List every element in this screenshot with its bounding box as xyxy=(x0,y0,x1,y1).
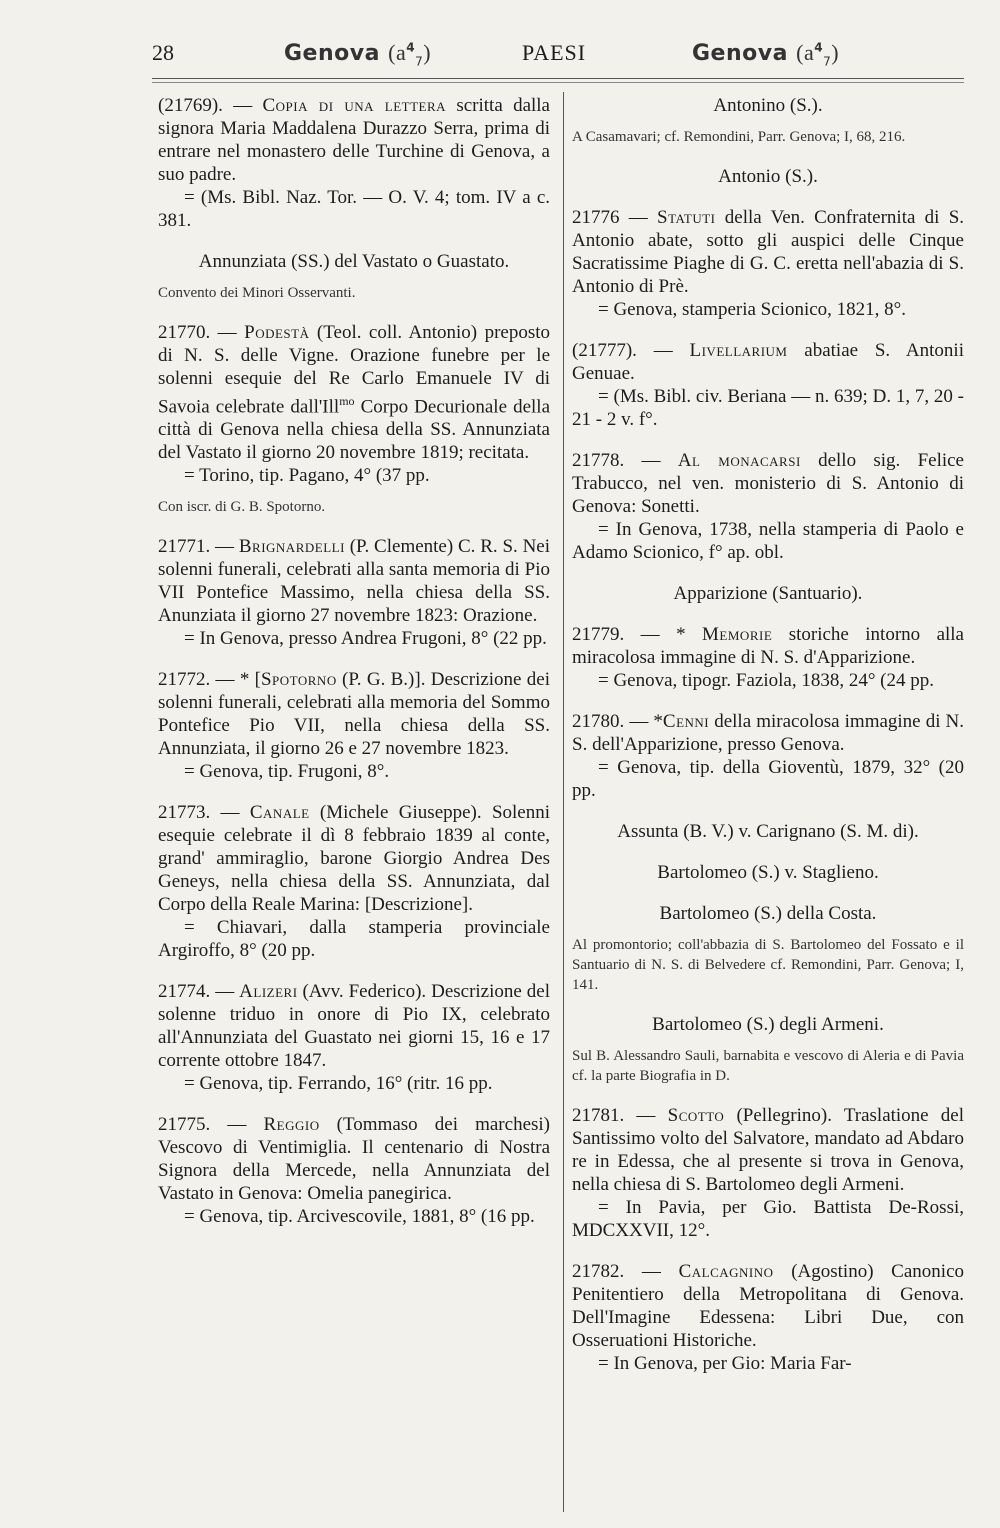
entry-number: (21777). — xyxy=(572,340,690,361)
heading: Bartolomeo (S.) degli Armeni. xyxy=(652,1014,884,1035)
entry-publication: = Torino, tip. Pagano, 4° (37 pp. xyxy=(184,465,430,487)
entry-superscript: mo xyxy=(339,394,355,408)
entry-author: Livellarium xyxy=(689,340,788,361)
running-title-right: Genova $(a^4_7)$ xyxy=(692,40,840,69)
entry-author: Canale xyxy=(249,802,310,824)
entry-number: 21779. — * xyxy=(572,624,703,645)
heading: Antonino (S.). xyxy=(713,95,823,116)
entry-author: Reggio xyxy=(263,1114,320,1136)
entry-number: 21770. — xyxy=(158,322,245,343)
entry-publication: = Chiavari, dalla stamperia provinciale Argiroffo, 8° (20 pp. xyxy=(158,917,550,962)
note: Convento dei Minori Osservanti. xyxy=(158,285,356,301)
entry-publication: = Genova, tip. della Gioventù, 1879, 32° (20 pp. xyxy=(572,757,964,801)
bibliography-entry xyxy=(572,710,964,802)
entry-author: Statuti xyxy=(657,207,716,228)
bibliography-entry xyxy=(572,623,964,692)
entry-publication: = Genova, tip. Ferrando, 16° (ritr. 16 pp. xyxy=(184,1073,493,1095)
entry-author: Al monacarsi xyxy=(677,450,801,471)
entry-number: 21776 — xyxy=(572,207,657,228)
entry-title: (Agostino) Canonico Penitentiero della Metropolitana di Genova. Dell'Imagine Edessena: Libri Due, con Osseruationi Historiche. xyxy=(572,1261,964,1351)
header-rule xyxy=(152,78,964,79)
entry-author: Brignardelli xyxy=(238,536,345,558)
column-divider xyxy=(563,92,564,1512)
bibliography-entry xyxy=(572,1104,964,1242)
bibliography-entry xyxy=(572,449,964,564)
superscript xyxy=(339,394,354,408)
entry-publication: = Genova, tipogr. Faziola, 1838, 24° (24 pp. xyxy=(598,670,934,691)
bibliography-entry xyxy=(158,801,550,962)
entry-author: Scotto xyxy=(667,1105,725,1126)
entry-author: Podestà xyxy=(244,322,310,343)
entry-title: (Avv. Federico). Descrizione del solenne triduo in onore di Pio IX, celebrato all'Annunziata del Guastato nei giorni 15, 16 e 17 corrente ottobre 1847. xyxy=(158,981,550,1072)
entry-title: (Tommaso dei marchesi) Vescovo di Ventimiglia. Il centenario di Nostra Signora della Mercede, nella Annunziata del Vastato in Genova: Omelia panegirica. xyxy=(158,1114,551,1205)
bibliography-entry xyxy=(158,535,550,650)
entry-publication: = In Genova, per Gio: Maria Far- xyxy=(598,1353,852,1374)
page-number: 28 xyxy=(152,40,174,65)
entry-publication: = In Pavia, per Gio. Battista De-Rossi, MDCXXVII, 12°. xyxy=(572,1197,964,1241)
entry-author: Cenni xyxy=(662,711,710,732)
entry-number: 21771. — xyxy=(158,536,239,558)
left-column xyxy=(158,94,550,1228)
bibliography-entry xyxy=(572,206,964,321)
entry-number: 21780. — * xyxy=(572,711,663,732)
entry-title: (Teol. coll. Antonio) preposto di N. S. delle Vigne. Orazione funebre per le solenni esequie del Re Carlo Emanuele IV di Savoia celebrate dall'Ill xyxy=(158,322,550,418)
bibliography-entry xyxy=(158,94,550,232)
entry-title: dello sig. Felice Trabucco, nel ven. monisterio di S. Antonio di Genova: Sonetti. xyxy=(572,450,964,517)
entry-publication: = Genova, stamperia Scionico, 1821, 8°. xyxy=(598,299,906,320)
heading: Assunta (B. V.) v. Carignano (S. M. di). xyxy=(617,821,919,842)
entry-author: Calcagnino xyxy=(678,1261,774,1282)
note: Sul B. Alessandro Sauli, barnabita e vescovo di Aleria e di Pavia cf. la parte Biografia in D. xyxy=(572,1048,964,1084)
entry-title: storiche intorno alla miracolosa immagine di N. S. d'Apparizione. xyxy=(572,624,964,668)
entry-number: 21782. — xyxy=(572,1261,679,1282)
entry-title-cont: Corpo Decurionale della città di Genova nella chiesa della SS. Annunziata del Vastato il giorno 20 novembre 1819; recitata. xyxy=(158,396,551,464)
entry-title: (P. Clemente) C. R. S. Nei solenni funerali, celebrati alla santa memoria di Pio VII Pontefice Massimo, nella chiesa della SS. Anunziata il giorno 27 novembre 1823: Orazione. xyxy=(158,536,550,627)
entry-author: Memorie xyxy=(702,624,773,645)
entry-author: Copia di una lettera xyxy=(262,95,447,116)
entry-number: 21778. — xyxy=(572,450,678,471)
heading: Apparizione (Santuario). xyxy=(673,583,863,604)
entry-publication: = (Ms. Bibl. Naz. Tor. — O. V. 4; tom. IV a c. 381. xyxy=(158,187,550,231)
entry-number: (21769). — xyxy=(158,95,263,116)
note: Con iscr. di G. B. Spotorno. xyxy=(158,499,326,516)
entry-number: 21775. — xyxy=(158,1114,264,1136)
right-column xyxy=(572,94,964,1375)
entry-publication: = Genova, tip. Frugoni, 8°. xyxy=(184,761,390,783)
heading: Bartolomeo (S.) della Costa. xyxy=(659,903,877,924)
running-header xyxy=(152,34,962,74)
entry-title: della miracolosa immagine di N. S. dell'Apparizione, presso Genova. xyxy=(572,711,965,755)
entry-publication: = In Genova, 1738, nella stamperia di Paolo e Adamo Scionico, f° ap. obl. xyxy=(572,519,964,563)
entry-title: (Michele Giuseppe). Solenni esequie celebrate il dì 8 febbraio 1839 al conte, grand' ammiraglio, barone Giorgio Andrea Des Geneys, nella chiesa della SS. Annunziata, dal Corpo della Reale Marina: [Descrizione]. xyxy=(158,802,551,916)
section-title: PAESI xyxy=(522,40,587,65)
entry-publication: = Genova, tip. Arcivescovile, 1881, 8° (16 pp. xyxy=(184,1206,535,1228)
note: Al promontorio; coll'abbazia di S. Bartolomeo del Fossato e il Santuario di N. S. di Belvedere cf. Remondini, Parr. Genova; I, 141. xyxy=(572,937,964,993)
bibliography-entry xyxy=(158,668,550,783)
entry-author: Alizeri xyxy=(239,981,298,1003)
entry-title: (Pellegrino). Traslatione del Santissimo volto del Salvatore, mandato ad Abdaro re in Edessa, che al presente si trova in Genova, nella chiesa di S. Bartolomeo degli Armeni. xyxy=(572,1105,965,1195)
entry-number: 21774. — xyxy=(158,981,240,1003)
entry-number: 21773. — xyxy=(158,802,250,824)
running-title-left: Genova $(a^4_7)$ xyxy=(284,40,432,69)
entry-publication: = (Ms. Bibl. civ. Beriana — n. 639; D. 1, 7, 20 - 21 - 2 v. f°. xyxy=(572,386,964,430)
bibliography-entry xyxy=(158,321,550,487)
bibliography-entry xyxy=(158,980,550,1095)
heading: Annunziata (SS.) del Vastato o Guastato. xyxy=(198,251,510,272)
entry-title: della Ven. Confraternita di S. Antonio abate, sotto gli auspici delle Cinque Sacratissime Piaghe di G. C. eretta nell'abazia di S. Antonio di Prè. xyxy=(572,207,965,297)
bibliography-entry xyxy=(572,1260,964,1375)
note: A Casamavari; cf. Remondini, Parr. Genova; I, 68, 216. xyxy=(572,129,906,145)
entry-title: scritta dalla signora Maria Maddalena Durazzo Serra, prima di entrare nel monastero delle Turchine di Genova, a suo padre. xyxy=(158,95,550,185)
entry-number: 21781. — xyxy=(572,1105,668,1126)
bibliography-entry xyxy=(158,1113,550,1228)
header-rule-secondary xyxy=(152,82,964,83)
heading: Bartolomeo (S.) v. Staglieno. xyxy=(657,862,879,883)
heading: Antonio (S.). xyxy=(718,166,818,187)
bibliography-entry xyxy=(572,339,964,431)
entry-publication: = In Genova, presso Andrea Frugoni, 8° (22 pp. xyxy=(184,628,547,650)
entry-title: abatiae S. Antonii Genuae. xyxy=(572,340,964,384)
entry-title: (P. G. B.)]. Descrizione dei solenni funerali, celebrati alla memoria del Sommo Pontefice Pio VII, nella chiesa della SS. Annunziata, il giorno 26 e 27 novembre 1823. xyxy=(158,669,551,760)
entry-number: 21772. — * [ xyxy=(158,669,261,691)
entry-author: Spotorno xyxy=(260,669,337,691)
